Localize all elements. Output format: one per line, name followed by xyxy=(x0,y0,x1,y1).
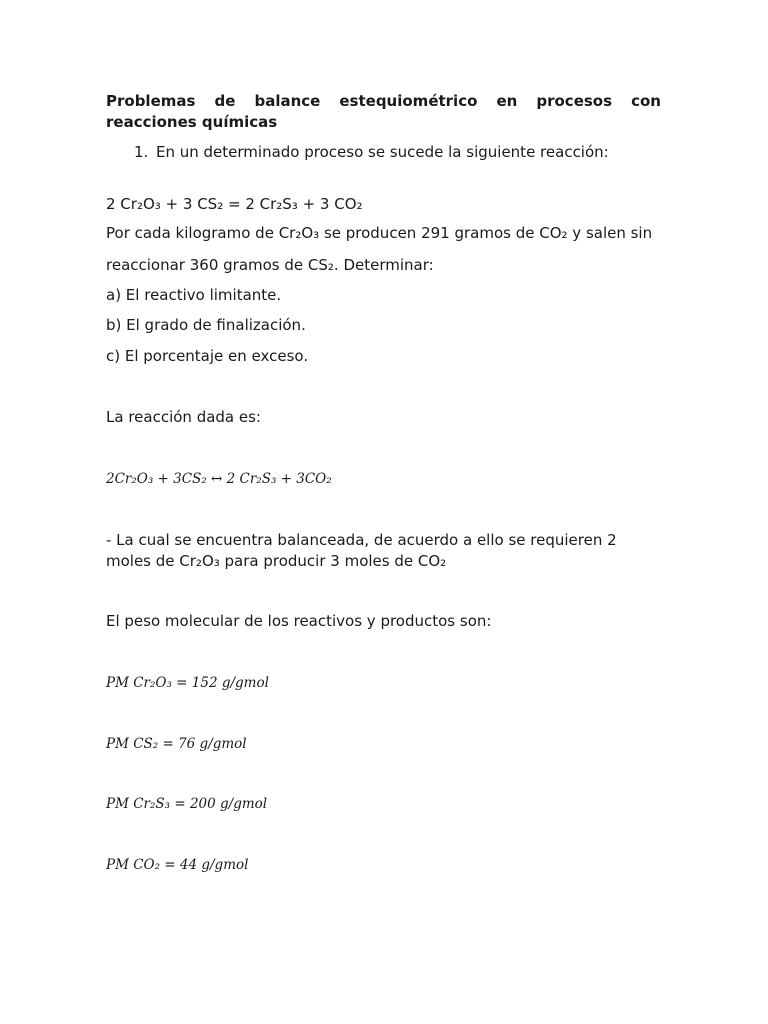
reaction-label: La reacción dada es: xyxy=(106,408,261,426)
reaction-equation: 2 Cr₂O₃ + 3 CS₂ = 2 Cr₂S₃ + 3 CO₂ xyxy=(106,195,363,213)
title-word: de xyxy=(214,92,236,110)
molecular-weight-cr2s3: PM Cr₂S₃ = 200 g/gmol xyxy=(106,796,268,812)
title-word: procesos xyxy=(536,92,613,110)
question-a: a) El reactivo limitante. xyxy=(106,286,282,304)
problem-statement-line-2: reaccionar 360 gramos de CS₂. Determinar: xyxy=(106,256,434,274)
title-word: Problemas xyxy=(106,92,196,110)
molecular-weight-cs2: PM CS₂ = 76 g/gmol xyxy=(106,736,247,752)
question-c: c) El porcentaje en exceso. xyxy=(106,347,309,365)
balance-note-line-2: moles de Cr₂O₃ para producir 3 moles de CO₂ xyxy=(106,552,447,570)
molecular-weight-label: El peso molecular de los reactivos y productos son: xyxy=(106,612,492,630)
title-word: balance xyxy=(254,92,321,110)
title-word: estequiométrico xyxy=(339,92,478,110)
document-title xyxy=(106,91,661,133)
problem-intro: En un determinado proceso se sucede la siguiente reacción: xyxy=(156,143,609,161)
reaction-math: 2Cr₂O₃ + 3CS₂ ↔ 2 Cr₂S₃ + 3CO₂ xyxy=(106,471,332,487)
molecular-weight-co2: PM CO₂ = 44 g/gmol xyxy=(106,857,249,873)
title-line-1 xyxy=(106,91,661,112)
molecular-weight-cr2o3: PM Cr₂O₃ = 152 g/gmol xyxy=(106,675,269,691)
problem-list-item xyxy=(134,142,609,162)
problem-statement-line-1: Por cada kilogramo de Cr₂O₃ se producen 291 gramos de CO₂ y salen sin xyxy=(106,224,653,242)
question-b: b) El grado de finalización. xyxy=(106,316,306,334)
title-line-2: reacciones químicas xyxy=(106,113,278,131)
title-word: con xyxy=(631,92,661,110)
balance-note-line-1: - La cual se encuentra balanceada, de acuerdo a ello se requieren 2 xyxy=(106,531,617,549)
title-word: en xyxy=(496,92,518,110)
list-number: 1. xyxy=(134,143,149,161)
